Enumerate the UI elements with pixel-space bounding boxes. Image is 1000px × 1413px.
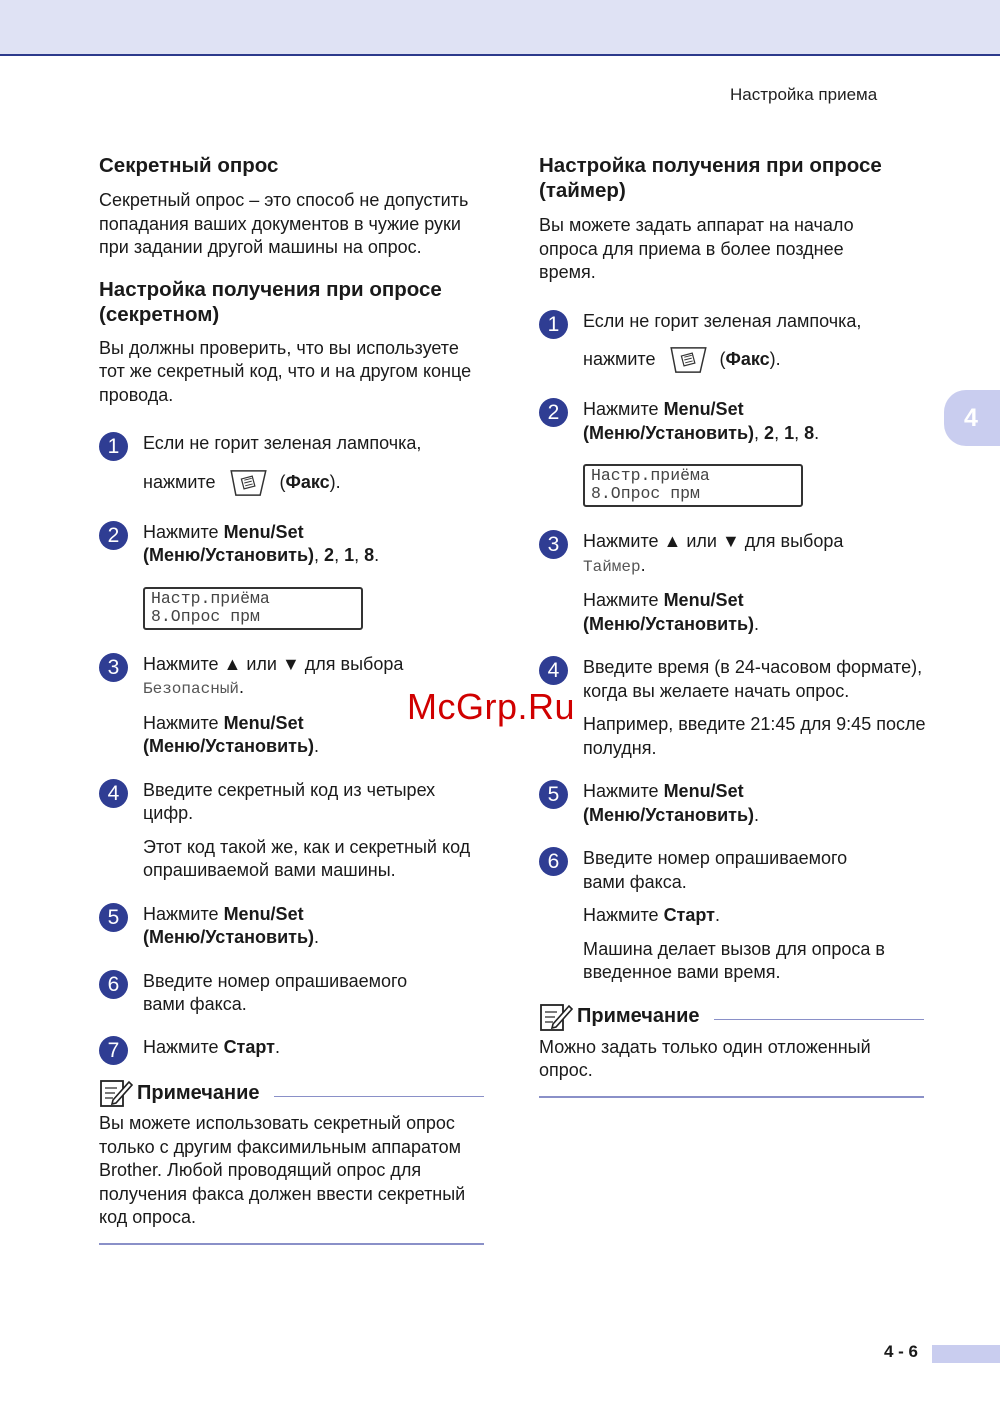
step-5 (539, 780, 929, 827)
step-text: Если не горит зеленая лампочка, (143, 433, 422, 453)
note-header (99, 1078, 484, 1108)
option-value: Безопасный (143, 680, 240, 698)
step-text: Введите секретный код из четырех цифр. (143, 779, 436, 823)
step-7 (99, 1036, 489, 1060)
step-number: 5 (539, 780, 568, 809)
lcd-line-2: 8.Опрос прм (591, 484, 700, 503)
step-text: Например, введите 21:45 для 9:45 после полудня. (583, 714, 926, 758)
step-text-press: Нажмите (143, 903, 219, 924)
step-1 (99, 432, 489, 497)
menu-set-key-ru: (Меню/Установить) (583, 613, 755, 634)
key-digit: 8 (804, 422, 815, 443)
step-number: 5 (99, 903, 128, 932)
step-text: Таймер. (583, 554, 646, 576)
step-number: 4 (539, 656, 568, 685)
paragraph: Секретный опрос – это способ не допустить попадания ваших документов в чужие руки при задании другой машины на опрос. (99, 190, 469, 257)
note-title: Примечание (577, 1005, 700, 1027)
note-text: Вы можете использовать секретный опрос только с другим факсимильным аппаратом Brother. Любой проводящий опрос для получения факса должен ввести секретный код опроса. (99, 1113, 466, 1227)
start-key: Старт (223, 1036, 275, 1057)
step-text-press: нажмите (583, 348, 656, 369)
step-text-press: Нажмите (143, 712, 219, 733)
fax-button-icon (667, 346, 709, 374)
fax-key-label: Факс (725, 348, 770, 369)
lcd-line-1: Настр.приёма (151, 588, 270, 608)
step-2 (99, 521, 489, 630)
menu-set-key: Menu/Set (223, 521, 304, 542)
step-number: 1 (539, 310, 568, 339)
step-text: Нажмите Menu/Set (Меню/Установить), 2, 1, 8. (143, 521, 380, 565)
key-digit: 1 (784, 422, 795, 443)
step-text: Этот код такой же, как и секретный код опрашиваемой вами машины. (143, 836, 471, 880)
step-text-press: Нажмите (143, 1036, 219, 1057)
paragraph: Вы можете задать аппарат на начало опроса для приема в более позднее время. (539, 215, 854, 282)
step-text: Нажмите ▲ или ▼ для выбора (583, 531, 844, 551)
step-number: 2 (99, 521, 128, 550)
step-text: Если не горит зеленая лампочка, (583, 310, 862, 331)
step-2 (539, 398, 929, 507)
menu-set-key-ru: (Меню/Установить) (143, 545, 315, 565)
step-3 (539, 530, 929, 636)
step-text: Нажмите Menu/Set (Меню/Установить). (143, 712, 320, 756)
note-rule (274, 1096, 484, 1097)
note-text: Можно задать только один отложенный опрос. (539, 1036, 871, 1080)
step-text: Нажмите Menu/Set (Меню/Установить). (583, 590, 760, 634)
menu-set-key: Menu/Set (663, 590, 744, 610)
step-text-press: Нажмите (583, 399, 659, 419)
step-text: Введите номер опрашиваемого вами факса. (143, 970, 408, 1014)
step-6 (99, 970, 489, 1017)
step-text: Введите номер опрашиваемого вами факса. (583, 848, 848, 892)
key-digit: 2 (324, 545, 335, 565)
fax-button-icon (227, 469, 269, 497)
menu-set-key-ru: (Меню/Установить) (143, 927, 315, 947)
step-text: Нажмите Старт. (143, 1036, 280, 1057)
top-band (0, 0, 1000, 56)
page-number: 4 - 6 (884, 1342, 919, 1361)
step-text-press: Нажмите (143, 521, 219, 542)
menu-set-key: Menu/Set (663, 399, 744, 419)
step-text-press: нажмите (143, 471, 216, 492)
lcd-line-1: Настр.приёма (591, 466, 710, 485)
note-end-rule (99, 1243, 484, 1245)
step-number: 1 (99, 432, 128, 461)
note-rule (714, 1019, 924, 1020)
note-end-rule (539, 1096, 924, 1098)
step-text-press: Нажмите (583, 590, 659, 610)
note-header (539, 1002, 924, 1032)
step-1 (539, 310, 929, 375)
section-heading: Настройка получения при опросе (секретном) (99, 277, 442, 326)
step-number: 3 (539, 530, 568, 559)
key-digit: 2 (764, 422, 775, 443)
step-number: 2 (539, 398, 568, 427)
section-heading: Настройка получения при опросе (таймер) (539, 154, 882, 202)
menu-set-key-ru: (Меню/Установить) (583, 804, 755, 825)
step-text: Нажмите ▲ или ▼ для выбора (143, 653, 404, 674)
step-5 (99, 903, 489, 950)
step-text: Введите время (в 24-часовом формате), когда вы желаете начать опрос. (583, 657, 923, 701)
note-box (539, 1002, 924, 1098)
menu-set-key-ru: (Меню/Установить) (583, 422, 755, 443)
menu-set-key: Menu/Set (223, 903, 304, 924)
step-number: 6 (539, 847, 568, 876)
lcd-line-2: 8.Опрос прм (151, 606, 260, 626)
step-text: Безопасный. (143, 677, 245, 698)
step-text: Нажмите Menu/Set (Меню/Установить), 2, 1, 8. (583, 399, 820, 443)
start-key: Старт (663, 905, 715, 925)
step-text-press: Нажмите (583, 781, 659, 801)
step-number: 7 (99, 1036, 128, 1065)
page-number-band (932, 1345, 1000, 1363)
running-header: Настройка приема (730, 85, 878, 104)
paragraph: Вы должны проверить, что вы используете тот же секретный код, что и на другом конце провода. (99, 337, 472, 405)
lcd-display (583, 464, 803, 507)
step-4 (539, 656, 929, 760)
fax-key-label: Факс (285, 471, 330, 492)
menu-set-key-ru: (Меню/Установить) (143, 736, 315, 756)
step-4 (99, 779, 489, 883)
chapter-tab: 4 (944, 390, 1000, 446)
lcd-display (143, 587, 363, 630)
step-number: 4 (99, 779, 128, 808)
step-6 (539, 847, 929, 985)
section-heading: Секретный опрос (99, 154, 279, 177)
note-title: Примечание (137, 1081, 260, 1104)
step-text: Нажмите Старт. (583, 905, 720, 925)
key-digit: 1 (344, 545, 355, 565)
step-text: нажмите (Факс). (583, 346, 929, 374)
option-value: Таймер (583, 557, 641, 576)
step-number: 3 (99, 653, 128, 682)
note-box (99, 1078, 484, 1245)
note-pencil-icon (99, 1078, 133, 1108)
step-number: 6 (99, 970, 128, 999)
step-text: Нажмите Menu/Set (Меню/Установить). (583, 781, 760, 825)
step-text: Нажмите Menu/Set (Меню/Установить). (143, 903, 320, 947)
step-text-press: Нажмите (583, 905, 659, 925)
note-pencil-icon (539, 1002, 573, 1032)
right-column (539, 153, 929, 1098)
key-digit: 8 (364, 545, 375, 565)
step-text: нажмите (Факс). (143, 469, 489, 497)
menu-set-key: Menu/Set (223, 712, 304, 733)
menu-set-key: Menu/Set (663, 781, 744, 801)
watermark: McGrp.Ru (407, 686, 576, 727)
step-text: Машина делает вызов для опроса в введенное вами время. (583, 938, 885, 982)
